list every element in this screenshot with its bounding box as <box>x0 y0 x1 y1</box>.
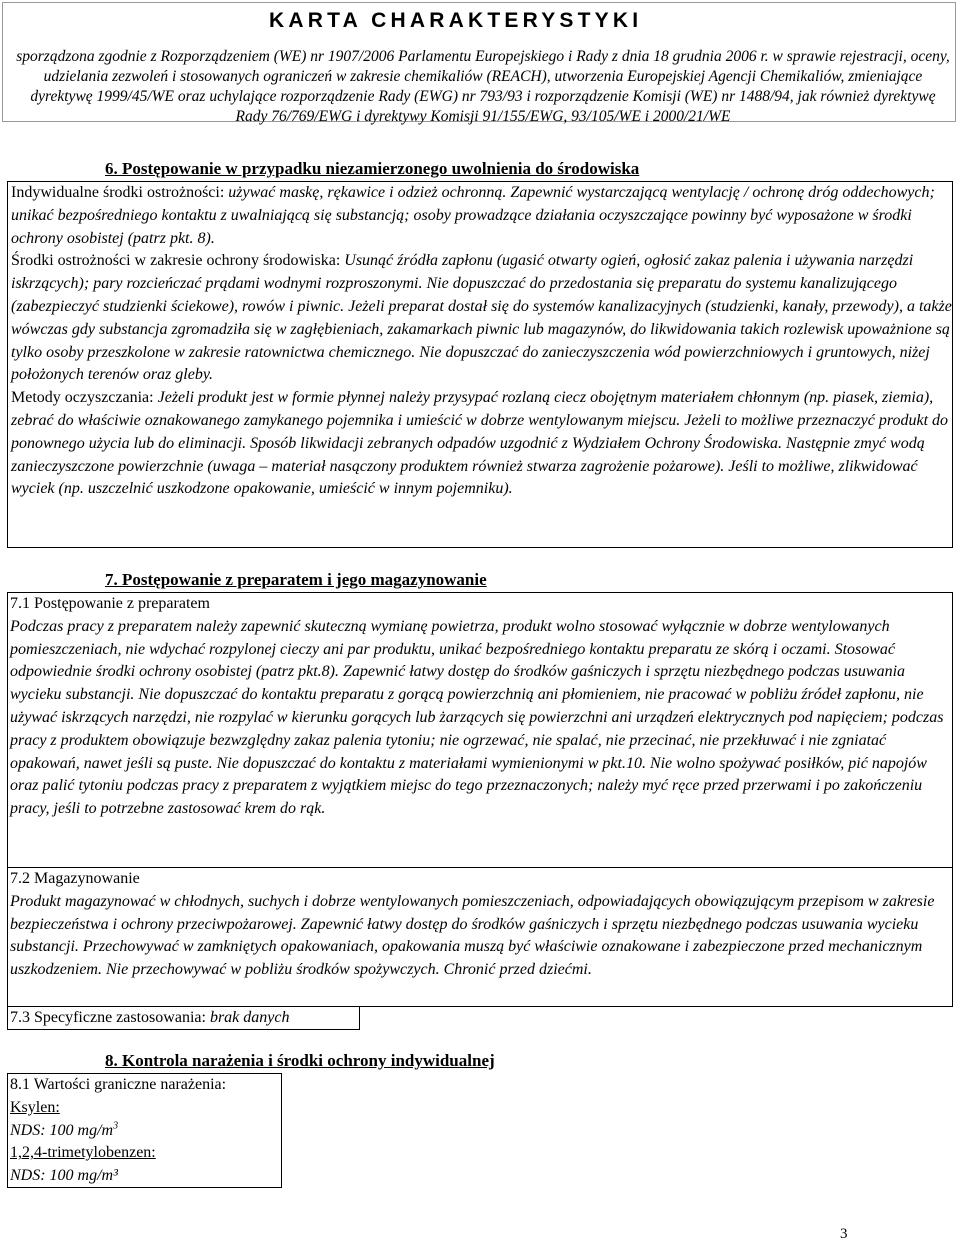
handling-text: Podczas pracy z preparatem należy zapewnić skuteczną wymianę powietrza, produkt wolno stosować wyłącznie w dobrze wentylowanych pomieszczeniach, nie wdychać rozpylonej cieczy ani par produktu, unikać bezpośredniego kontaktu preparatu ze skórą i oczami. Stosować odpowiednie środki ochrony osobistej (patrz pkt.8). Zapewnić łatwy dostęp do środków gaśniczych i sprzętu niezbędnego podczas usuwania wycieku substancji. Nie dopuszczać do kontaktu preparatu z gorącą powierzchnią ani płomieniem, nie pracować w pobliżu źródeł zapłonu, nie używać iskrzących narzędzi, nie rozpylać w kierunku gorących lub żarzących się powierzchni ani urządzeń elektrycznych pod napięciem; podczas pracy z produktem obowiązuje bezwzględny zakaz palenia tytoniu; nie ogrzewać, nie spalać, nie przecinać, nie przekłuwać i nie zgniatać opakowań, nawet jeśli są puste. Nie dopuszczać do kontaktu z materiałami wymienionymi w pkt.10. Nie wolno spożywać posiłków, pić napojów oraz palić tytoniu podczas pracy z preparatem z wyjątkiem miejsc do tego przeznaczonych; należy myć ręce przed przerwami i po zakończeniu pracy, jeśli to potrzebne zastosować krem do rąk. <box>10 617 944 818</box>
environmental-precautions <box>11 250 952 387</box>
storage-label: 7.2 Magazynowanie <box>10 870 140 887</box>
individual-precautions <box>11 182 952 250</box>
section-6-box <box>7 181 953 548</box>
storage-box <box>7 867 953 1007</box>
individual-precautions-text: używać maskę, rękawice i odzież ochronną. Zapewnić wystarczającą wentylację / ochronę dróg oddechowych; unikać bezpośredniego kontaktu z uwalniającą się substancją; osoby prowadzące działania oczyszczające powinny być wyposażone w środki ochrony osobistej (patrz pkt. 8). <box>11 184 935 247</box>
document-header <box>2 2 956 125</box>
environmental-precautions-text: Usunąć źródła zapłonu (ugasić otwarty ogień, ogłosić zakaz palenia i używania narzędzi iskrzących); pary rozcieńczać prądami wodnymi rozproszonymi. Nie dopuszczać do przedostania się preparatu do systemu kanalizującego (zabezpieczyć studzienki ściekowe), rowów i piwnic. Jeżeli preparat dostał się do systemów kanalizacyjnych (studzienki, kanały, przewody), a także wówczas gdy substancja zgromadziła się w zagłębieniach, zakamarkach piwnic lub magazynów, do likwidowania takich rozlewisk upoważnione są tylko osoby przeszkolone w zakresie ratownictwa chemicznego. Nie dopuszczać do zanieczyszczenia wód powierzchniowych i gruntowych, niżej położonych terenów oraz gleby. <box>11 252 952 384</box>
handling-label: 7.1 Postępowanie z preparatem <box>10 595 210 612</box>
storage-text: Produkt magazynować w chłodnych, suchych i dobrze wentylowanych pomieszczeniach, odpowiadających obowiązującym przepisom w zakresie bezpieczeństwa i ochrony przeciwpożarowej. Zapewnić łatwy dostęp do środków gaśniczych i sprzętu niezbędnego podczas usuwania wycieku substancji. Przechowywać w zamkniętych opakowaniach, opakowania muszą być właściwie oznakowane i zabezpieczone przed mechanicznym uszkodzeniem. Nie przechowywać w pobliżu środków spożywczych. Chronić przed dziećmi. <box>10 892 935 979</box>
handling-box <box>7 592 953 868</box>
page-number: 3 <box>840 1226 848 1242</box>
section-6-heading: 6. Postępowanie w przypadku niezamierzonego uwolnienia do środowiska <box>105 159 640 178</box>
exposure-limits-label: 8.1 Wartości graniczne narażenia: <box>10 1076 227 1093</box>
substance-xylene: Ksylen: <box>10 1098 60 1116</box>
cleanup-methods-text: Jeżeli produkt jest w formie płynnej należy przysypać rozlaną ciecz obojętnym materiałem chłonnym (np. piasek, ziemia), zebrać do właściwie oznakowanego zamykanego pojemnika i umieścić w dobrze wentylowanym miejscu. Jeżeli to możliwe przeznaczyć produkt do ponownego użycia lub do eliminacji. Sposób likwidacji zebranych odpadów uzgodnić z Wydziałem Ochrony Środowiska. Następnie zmyć wodą zanieczyszczone powierzchnie (uwaga – materiał nasączony produktem również stwarza zagrożenie pożarowe). Jeśli to możliwe, zlikwidować wyciek (np. uszczelnić uszkodzone opakowanie, umieścić w innym pojemniku). <box>11 389 949 498</box>
cleanup-methods-label: Metody oczyszczania: <box>11 389 158 407</box>
specific-uses-label: 7.3 Specyficzne zastosowania: <box>10 1009 210 1026</box>
xylene-nds-value: NDS: 100 mg/m <box>10 1121 114 1139</box>
section-8-heading: 8. Kontrola narażenia i środki ochrony indywidualnej <box>105 1051 495 1070</box>
document-subtitle: sporządzona zgodnie z Rozporządzeniem (WE) nr 1907/2006 Parlamentu Europejskiego i Rady z dnia 18 grudnia 2006 r. w sprawie rejestracji, oceny, udzielania zezwoleń i stosowanych ograniczeń w zakresie chemikaliów (REACH), utworzenia Europejskiej Agencji Chemikaliów, zmieniające dyrektywę 1999/45/WE oraz uchylające rozporządzenie Rady (EWG) nr 793/93 i rozporządzenie Komisji (WE) nr 1488/94, jak również dyrektywę Rady 76/769/EWG i dyrektywy Komisji 91/155/EWG, 93/105/WE i 2000/21/WE <box>16 48 950 125</box>
xylene-nds <box>8 1120 281 1143</box>
trimethylbenzene-nds: NDS: 100 mg/m³ <box>10 1167 118 1185</box>
specific-uses-box <box>7 1006 360 1030</box>
xylene-nds-exponent: 3 <box>113 1120 119 1132</box>
specific-uses <box>8 1007 359 1030</box>
substance-trimethylbenzene: 1,2,4-trimetylobenzen: <box>10 1144 156 1162</box>
cleanup-methods <box>11 387 952 501</box>
specific-uses-text: brak danych <box>209 1009 290 1026</box>
document-title: KARTA CHARAKTERYSTYKI <box>269 9 643 32</box>
environmental-precautions-label: Środki ostrożności w zakresie ochrony środowiska: <box>11 252 345 270</box>
exposure-limits-box <box>7 1073 282 1188</box>
section-7-heading: 7. Postępowanie z preparatem i jego magazynowanie <box>105 570 487 589</box>
individual-precautions-label: Indywidualne środki ostrożności: <box>11 184 229 201</box>
